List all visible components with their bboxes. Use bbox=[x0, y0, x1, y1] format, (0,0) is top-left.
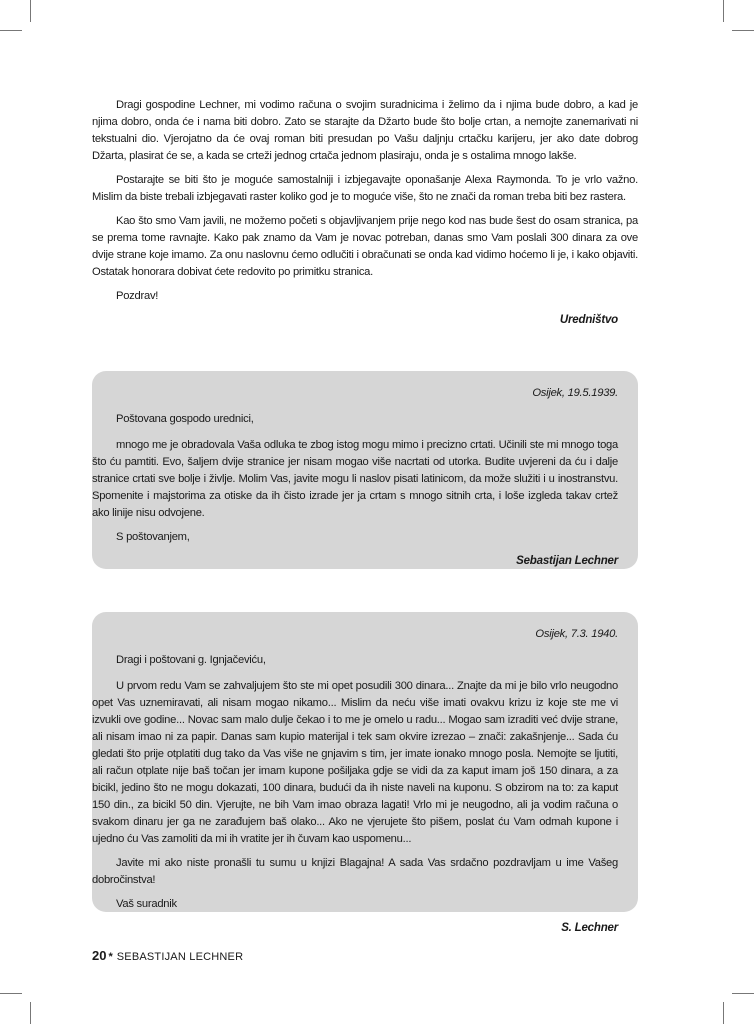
editors-letter bbox=[92, 97, 638, 329]
letter-paragraph: Postarajte se biti što je moguće samostalniji i izbjegavajte oponašanje Alexa Raymonda. To je vrlo važno. Mislim da biste trebali izbjegavati raster koliko god je to moguće više, što ne znači da roman treba biti bez rastera. bbox=[92, 174, 638, 203]
letter-card-1939 bbox=[92, 371, 638, 569]
page-number: 20 bbox=[92, 948, 107, 963]
crop-mark bbox=[30, 1002, 31, 1024]
letter-date: Osijek, 7.3. 1940. bbox=[535, 628, 618, 640]
letter-signature: Sebastijan Lechner bbox=[516, 555, 618, 567]
letter-paragraph: Javite mi ako niste pronašli tu sumu u knjizi Blagajna! A sada Vas srdačno pozdravljam u ime Vašeg dobročinstva! bbox=[92, 857, 618, 886]
crop-mark bbox=[0, 30, 22, 31]
letter-signature: Uredništvo bbox=[559, 314, 618, 326]
crop-mark bbox=[723, 1002, 724, 1024]
crop-mark bbox=[30, 0, 31, 22]
letter-paragraph: Kao što smo Vam javili, ne možemo početi s objavljivanjem prije nego kod nas bude šest do osam stranica, pa se prema tome ravnajte. Kako pak znamo da Vam je novac potreban, danas smo Vam poslali 300 dinara za ove dvije strane koje imamo. Za onu naslovnu ćemo odlučiti i obračunati se onda kad vidimo hoćemo li je, i kako objaviti. Ostatak honorara dobivat ćete redovito po primitku stranica. bbox=[92, 215, 638, 278]
letter-closing: Vaš suradnik bbox=[116, 898, 177, 910]
crop-mark bbox=[732, 30, 754, 31]
running-title: SEBASTIJAN LECHNER bbox=[116, 951, 244, 963]
footer-separator: * bbox=[108, 951, 113, 963]
letter-signature: S. Lechner bbox=[561, 922, 618, 934]
page-footer bbox=[92, 948, 243, 963]
letter-closing: S poštovanjem, bbox=[116, 531, 190, 543]
letter-salutation: Dragi i poštovani g. Ignjačeviću, bbox=[116, 654, 266, 666]
letter-paragraph: U prvom redu Vam se zahvaljujem što ste mi opet posudili 300 dinara... Znajte da mi je bilo vrlo neugodno opet Vas uznemiravati, ali nisam mogao nikamo... Mislim da neću više imati ovakvu krizu iz koje ste me vi izvukli ove godine... Novac sam malo dulje čekao i to me je omelo u radu... Mogao sam izraditi već dvije strane, ali nisam imao ni za papir. Danas sam kupio materijal i tek sam okvire izrezao – znači: zakašnjenje... Sada ću gledati što prije otplatiti dug tako da Vas više ne gnjavim s tim, jer imate ionako mnogo posla. Nemojte se ljutiti, ali račun otplate nije baš točan jer imam kupone pošiljaka gdje se vidi da za kaput imam još 150 dinara, a za bicikl, jedino što ne mogu dokazati, 100 dinara, budući da ih niste naveli na kuponu. S obzirom na to: za kaput 150 din., za bicikl 50 din. Vjerujte, ne bih Vam imao obraza lagati! Vrlo mi je neugodno, ali ja vodim računa o svakom dinaru jer ga ne zarađujem baš olako... Ako ne vjerujete što pišem, poslat ću Vam odmah kupone i ujedno ću Vas zamoliti da mi ih vratite jer ih čuvam kao uspomenu... bbox=[92, 680, 618, 845]
crop-mark bbox=[723, 0, 724, 22]
letter-greeting: Pozdrav! bbox=[116, 290, 159, 302]
letter-paragraph: mnogo me je obradovala Vaša odluka te zbog istog mogu mimo i precizno crtati. Učinili ste mi mnogo toga što ću pamtiti. Evo, šaljem dvije stranice jer nisam mogao više nacrtati od utorka. Budite uvjereni da ću i dalje stranice crtati sve bolje i življe. Molim Vas, javite mogu li naslov pisati latinicom, da može služiti i u inostranstvu. Spomenite i majstorima za otiske da ih čisto izrade jer ja crtam s mnogo sitnih crta, i loše izgleda takav crtež ako linije nisu odvojene. bbox=[92, 439, 618, 519]
crop-mark bbox=[0, 993, 22, 994]
letter-card-1940 bbox=[92, 612, 638, 934]
letter-date: Osijek, 19.5.1939. bbox=[532, 387, 618, 399]
letter-paragraph: Dragi gospodine Lechner, mi vodimo računa o svojim suradnicima i želimo da i njima bude dobro, a kad je njima dobro, onda će i nama biti dobro. Zato se starajte da Džarto bude što bolje crtan, a nemojte zanemarivati ni tekstualni dio. Vjerojatno da će ovaj roman biti presudan po Vašu daljnju crtačku karijeru, jer ako date dobrog Džarta, plasirat će se, a kada se crteži jednog crtača jednom plasiraju, onda je s ostalima mnogo lakše. bbox=[92, 99, 638, 162]
letter-salutation: Poštovana gospodo urednici, bbox=[116, 413, 254, 425]
crop-mark bbox=[732, 993, 754, 994]
